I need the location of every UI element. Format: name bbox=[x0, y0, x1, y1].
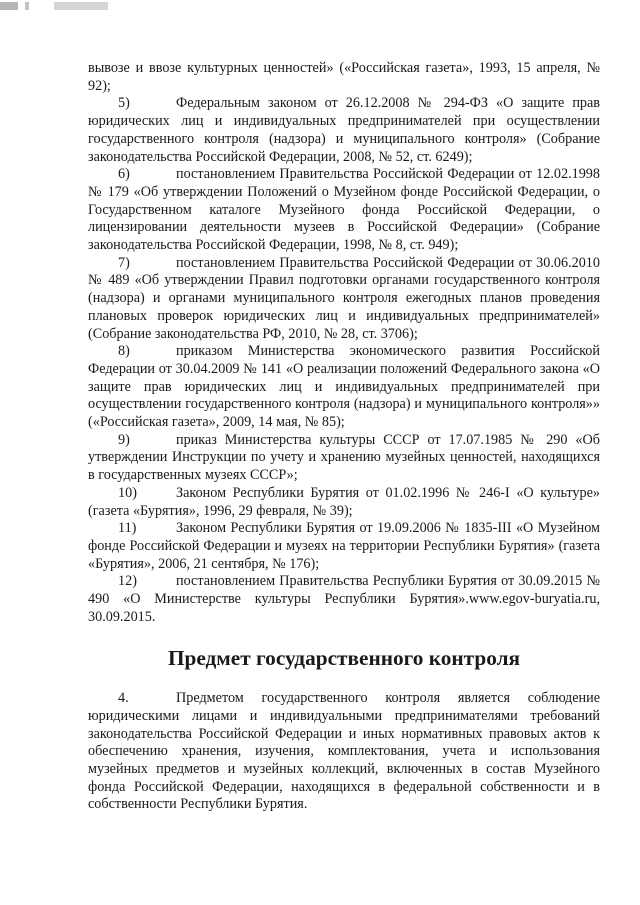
item-text: Законом Республики Бурятия от 01.02.1996 № 246-I «О культуре» (газета «Бурятия», 1996, 29 февраля, № 39); bbox=[88, 484, 600, 519]
list-item bbox=[88, 485, 600, 520]
item-number: 11) bbox=[118, 520, 137, 537]
list-item bbox=[88, 432, 600, 485]
item-number: 12) bbox=[118, 573, 137, 590]
list-item bbox=[88, 95, 600, 166]
item-number: 7) bbox=[118, 254, 130, 271]
item-text: Федеральным законом от 26.12.2008 № 294-ФЗ «О защите прав юридических лиц и индивидуальных предпринимателей при осуществлении государственного контроля (надзора) и муниципального контроля» (Собрание законодательства Российской Федерации, 2008, № 52, ст. 6249); bbox=[88, 95, 600, 165]
item-number: 8) bbox=[118, 343, 130, 360]
item-number: 10) bbox=[118, 484, 137, 501]
item-text: Законом Республики Бурятия от 19.09.2006 № 1835-III «О Музейном фонде Российской Федерации и музеях на территории Республики Бурятия» (газета «Бурятия», 2006, 21 сентября, № 176); bbox=[88, 520, 600, 572]
item-number: 5) bbox=[118, 95, 130, 112]
item-number: 9) bbox=[118, 431, 130, 448]
list-item bbox=[88, 343, 600, 432]
document-page bbox=[88, 60, 600, 814]
scan-artifact bbox=[0, 2, 180, 10]
list-item bbox=[88, 166, 600, 255]
list-item bbox=[88, 255, 600, 344]
item-text: постановлением Правительства Российской Федерации от 30.06.2010 № 489 «Об утверждении Правил подготовки органами государственного контроля (надзора) и органами муниципального контроля ежегодных планов проведения плановых проверок юридических лиц и индивидуальных предпринимателей» (Собрание законодательства РФ, 2010, № 28, ст. 3706); bbox=[88, 254, 600, 342]
list-item bbox=[88, 520, 600, 573]
item-number: 6) bbox=[118, 166, 130, 183]
item-text: приказом Министерства экономического развития Российской Федерации от 30.04.2009 № 141 «О реализации положений Федерального закона «О защите прав юридических лиц и индивидуальных предпринимателей при осуществлении государственного контроля (надзора) и муниципального контроля»» («Российская газета», 2009, 14 мая, № 85); bbox=[88, 343, 600, 431]
paragraph-text: Предметом государственного контроля является соблюдение юридическими лицами и индивидуальными предпринимателями требований законодательства Российской Федерации и иных нормативных правовых актов к обеспечению хранения, изучения, комплектования, учета и использования музейных предметов и музейных коллекций, включенных в состав Музейного фонда Российской Федерации, находящихся в федеральной собственности и в собственности Республики Бурятия. bbox=[88, 690, 600, 813]
item-text: приказ Министерства культуры СССР от 17.07.1985 № 290 «Об утверждении Инструкции по учету и хранению музейных ценностей, находящихся в государственных музеях СССР»; bbox=[88, 431, 600, 484]
paragraph-4 bbox=[88, 690, 600, 814]
item-text: постановлением Правительства Российской Федерации от 12.02.1998 № 179 «Об утверждении Положений о Музейном фонде Российской Федерации, о Государственном каталоге Музейного фонда Российской Федерации, о лицензировании деятельности музеев в Российской Федерации» (Собрание законодательства Российской Федерации, 1998, № 8, ст. 949); bbox=[88, 166, 600, 254]
paragraph-number: 4. bbox=[118, 690, 129, 707]
continuation-text: вывозе и ввозе культурных ценностей» («Российская газета», 1993, 15 апреля, № 92); bbox=[88, 60, 600, 94]
item-text: постановлением Правительства Республики Бурятия от 30.09.2015 № 490 «О Министерстве культуры Республики Бурятия».www.egov-buryatia.ru, 30.09.2015. bbox=[88, 573, 600, 625]
list-item bbox=[88, 573, 600, 626]
legal-basis-list bbox=[88, 95, 600, 626]
section-heading: Предмет государственного контроля bbox=[167, 645, 521, 670]
